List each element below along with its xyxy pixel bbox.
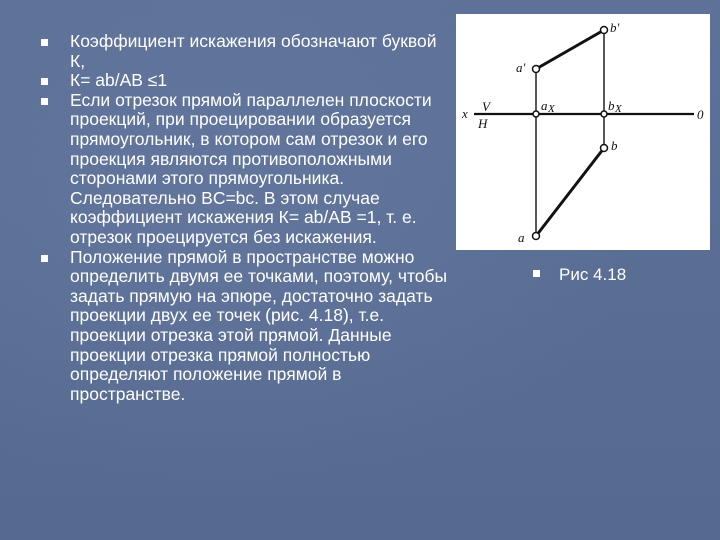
horizontal-projection-segment: [536, 148, 604, 236]
frontal-projection-segment: [536, 30, 604, 69]
point-b: [601, 145, 608, 152]
label-zero: 0: [697, 107, 704, 122]
square-bullet-icon: [533, 270, 540, 277]
square-bullet-icon: [41, 39, 48, 46]
bullet-text: К= ab/AB ≤1: [70, 70, 168, 91]
bullet-list: [40, 32, 454, 404]
point-b-x: [601, 111, 607, 117]
bullet-item: [40, 91, 454, 248]
label-a-x-subscript: X: [548, 103, 555, 115]
projection-diagram: [456, 14, 710, 250]
label-v: V: [482, 99, 490, 114]
projection-figure: [456, 14, 710, 250]
bullet-item: [40, 71, 454, 91]
bullet-item: [40, 32, 454, 71]
label-h: H: [478, 116, 488, 131]
label-a-x: a: [541, 98, 548, 113]
point-a-prime: [533, 66, 540, 73]
square-bullet-icon: [41, 98, 48, 105]
figure-caption: [533, 265, 626, 285]
bullet-text: Положение прямой в пространстве можно определить двумя ее точками, поэтому, чтобы задать прямую на эпюре, достаточно задать проекции двух ее точек (рис. 4.18), т.е. проекции отрезка этой прямой. Данные проекции отрезка прямой полностью определяют положение прямой в пространстве.: [70, 246, 448, 404]
label-x: x: [462, 106, 468, 121]
label-b: b: [611, 138, 618, 153]
label-b-prime: b': [610, 20, 620, 35]
point-b-prime: [601, 27, 608, 34]
bullet-text: Коэффициент искажения обозначают буквой К,: [70, 31, 437, 71]
point-a: [533, 233, 540, 240]
label-b-x: b: [608, 98, 615, 113]
label-a-prime: a': [516, 60, 526, 75]
square-bullet-icon: [41, 78, 48, 85]
square-bullet-icon: [41, 255, 48, 262]
bullet-item: [40, 248, 454, 405]
caption-text: Рис 4.18: [559, 265, 627, 284]
point-a-x: [533, 111, 539, 117]
label-a: a: [518, 230, 525, 245]
label-b-x-subscript: X: [615, 103, 622, 115]
bullet-text: Если отрезок прямой параллелен плоскости проекций, при проецировании образуется прямоугольник, в котором сам отрезок и его проекция являются противоположными сторонами этого прямоугольника. Следовательно BC=bc. В этом случае коэффициент искажения К= ab/AB =1, т. е. отрезок проецируется без искажения.: [70, 89, 432, 247]
